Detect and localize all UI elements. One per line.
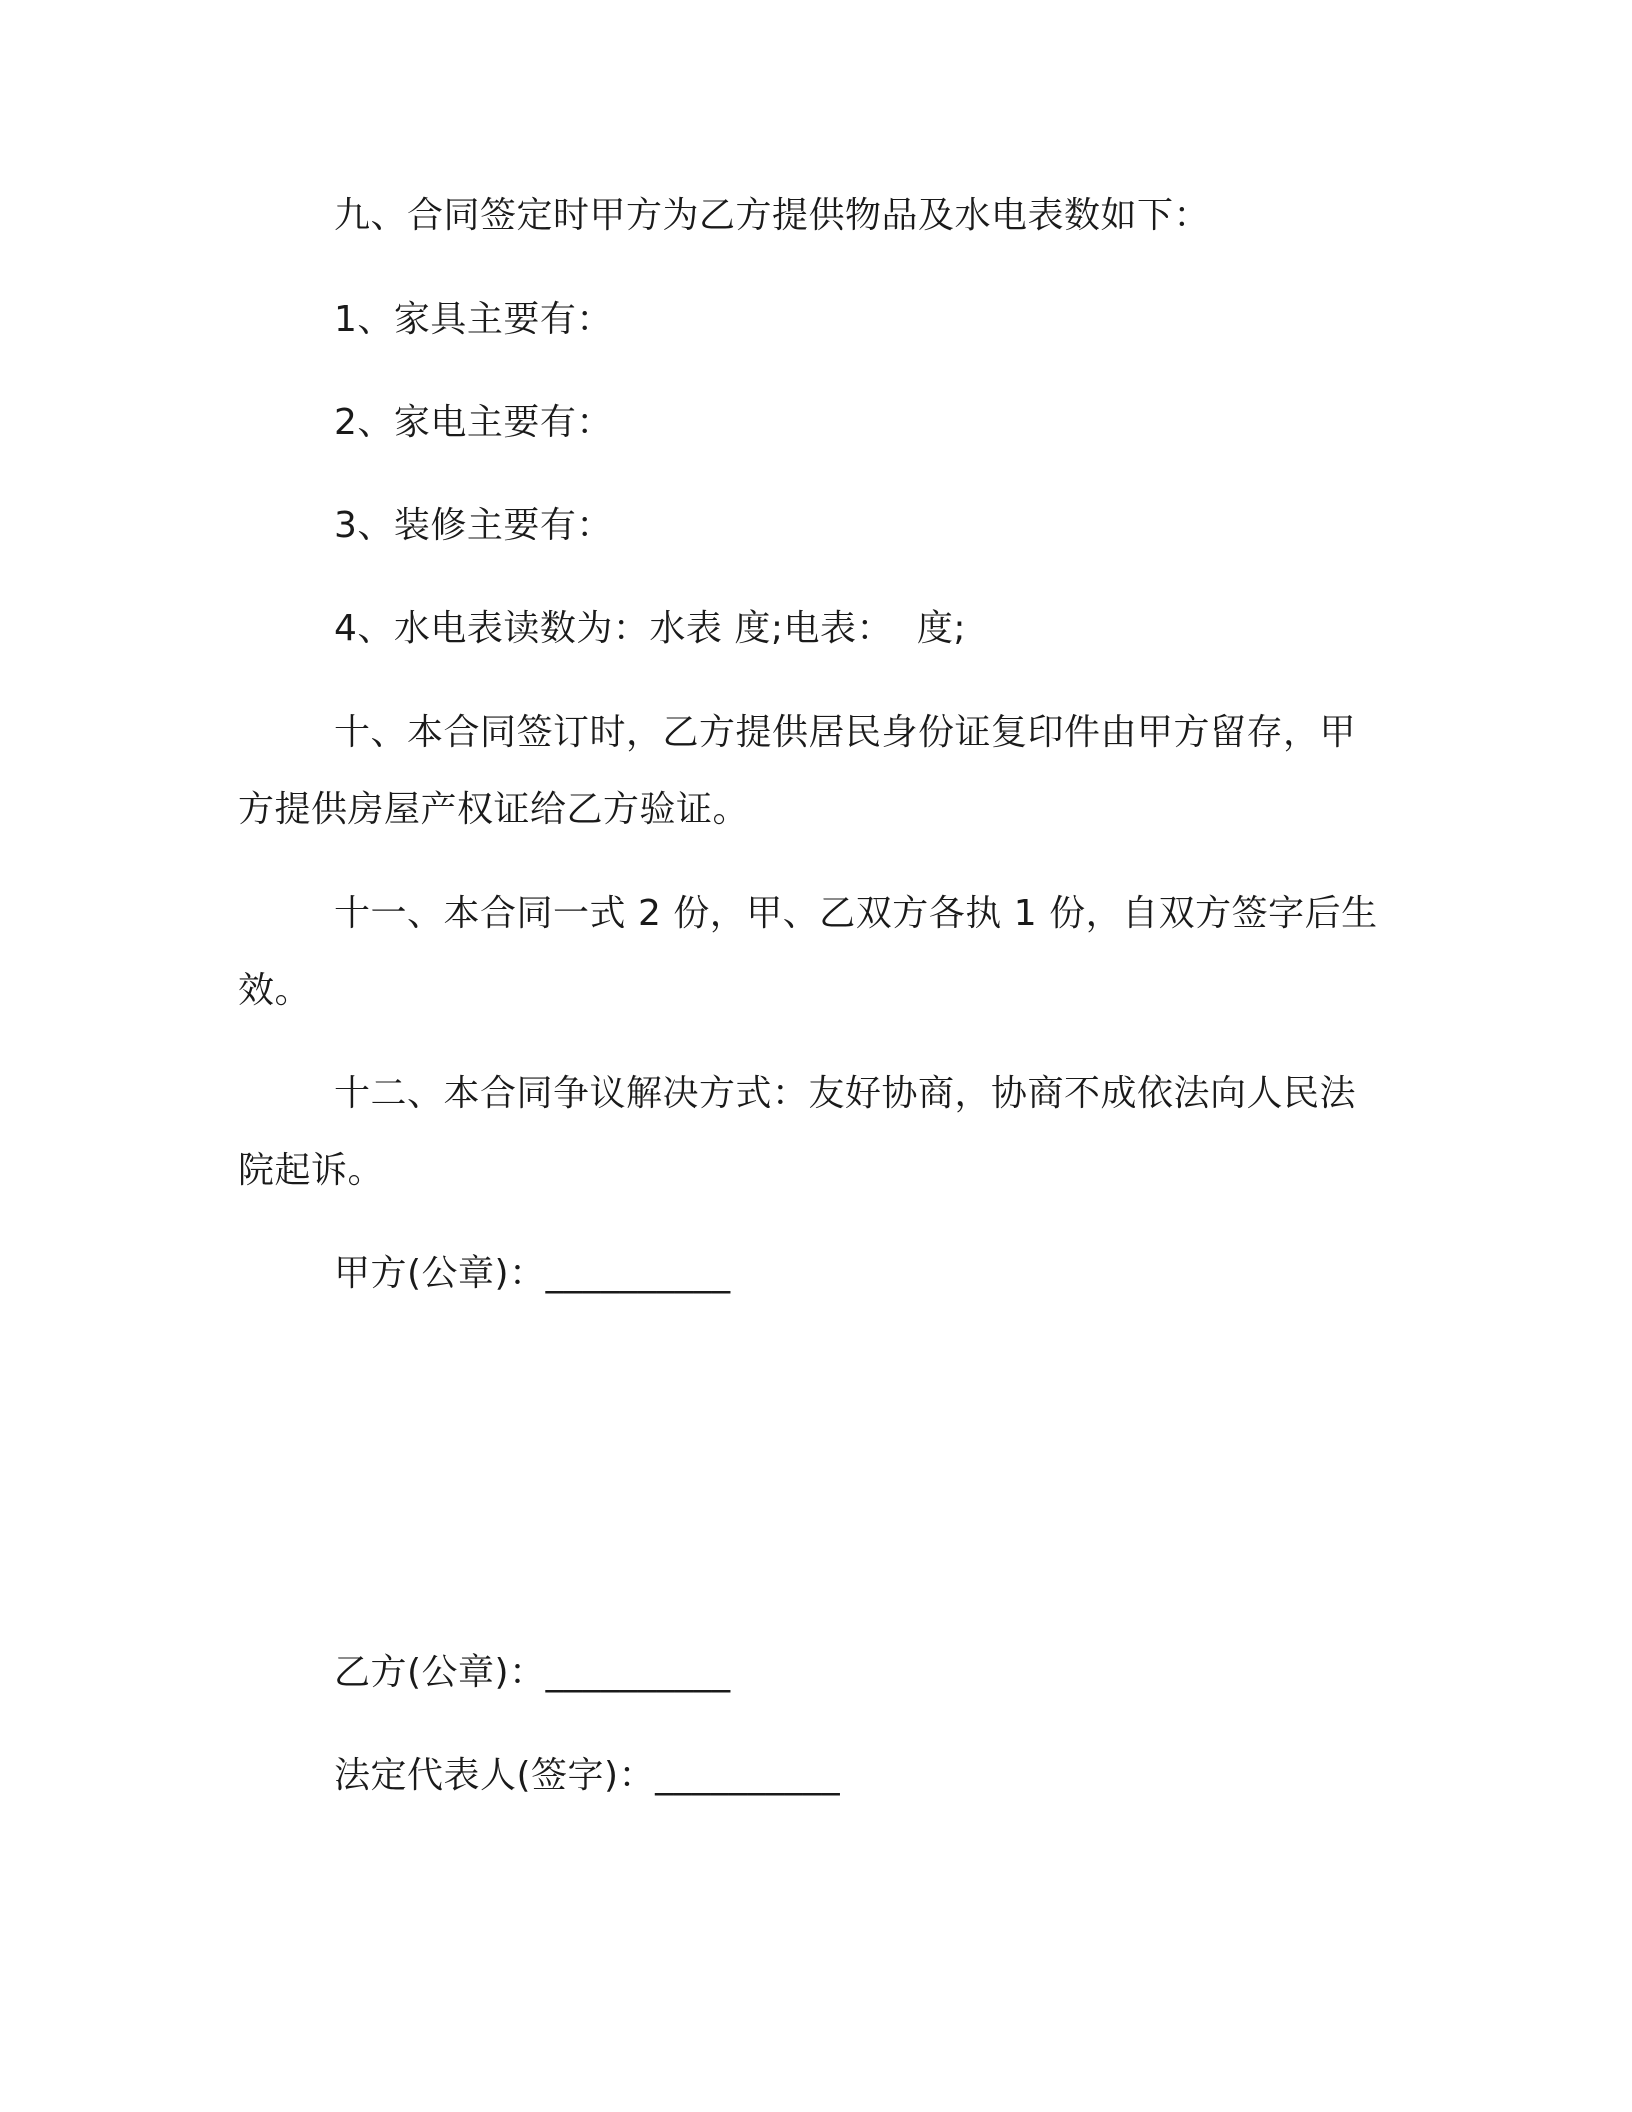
- clause-9-item-furniture: 1、家具主要有：: [334, 299, 613, 340]
- clause-10-line-2: 方提供房屋产权证给乙方验证。: [238, 789, 750, 830]
- clause-9-item-appliances: 2、家电主要有：: [334, 402, 613, 443]
- clause-10-line-1: 十、本合同签订时，乙方提供居民身份证复印件由甲方留存，甲: [334, 712, 1357, 753]
- clause-11-line-1: 十一、本合同一式 2 份，甲、乙双方各执 1 份，自双方签字后生: [334, 893, 1378, 934]
- party-b-seal-line: 乙方(公章)：__________: [334, 1652, 731, 1693]
- clause-9-item-decoration: 3、装修主要有：: [334, 505, 613, 546]
- clause-9-item-meter-readings: 4、水电表读数为：水表 度;电表： 度;: [334, 608, 966, 649]
- legal-representative-signature-line: 法定代表人(签字)：__________: [334, 1755, 841, 1796]
- clause-12-line-2: 院起诉。: [238, 1150, 385, 1191]
- clause-9-heading: 九、合同签定时甲方为乙方提供物品及水电表数如下：: [334, 195, 1211, 236]
- party-a-seal-line: 甲方(公章)：__________: [334, 1253, 731, 1294]
- clause-12-line-1: 十二、本合同争议解决方式：友好协商，协商不成依法向人民法: [334, 1073, 1357, 1114]
- clause-11-line-2: 效。: [238, 970, 312, 1011]
